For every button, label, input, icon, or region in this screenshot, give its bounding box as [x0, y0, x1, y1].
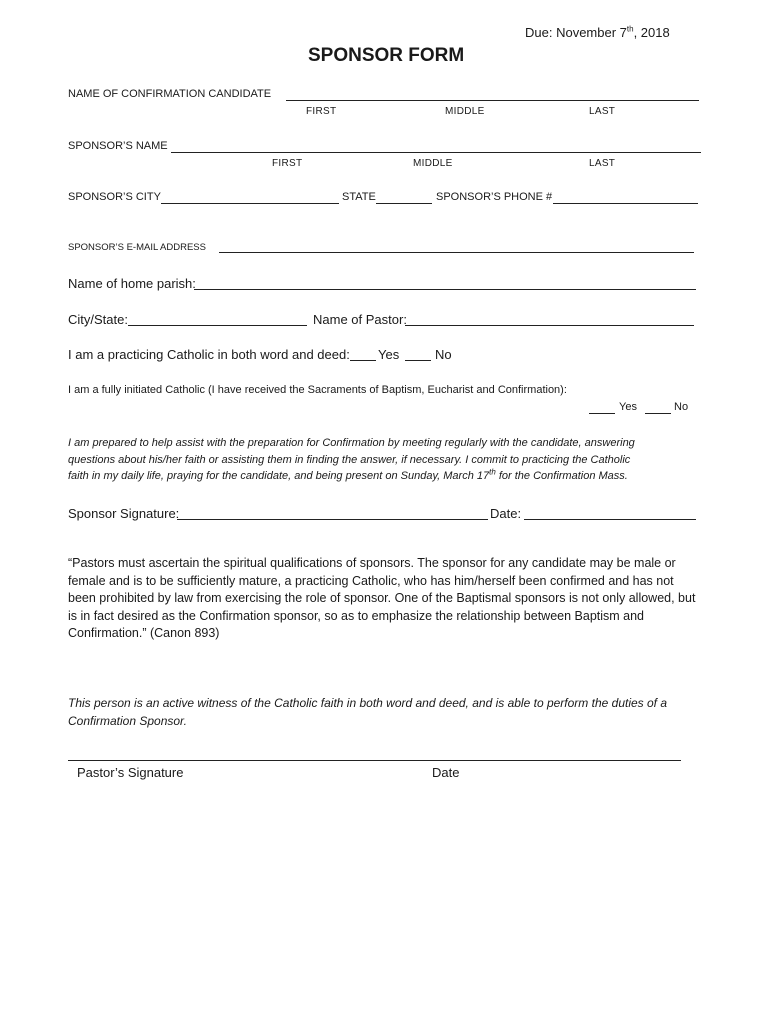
- due-date-sup: th: [626, 24, 634, 34]
- pastor-name-label: Name of Pastor:: [313, 312, 407, 327]
- home-parish-field[interactable]: [194, 289, 696, 290]
- home-parish-label: Name of home parish:: [68, 276, 196, 291]
- canon-quote: “Pastors must ascertain the spiritual qualifications of sponsors. The sponsor for any candidate may be male or female and is to be sufficiently mature, a practicing Catholic, who has him/herself been confirmed and has not been prohibited by law from exercising the role of sponsor. One of the Baptismal sponsors is not only allowed, but is in fact desired as the Confirmation sponsor, so as to emphasize the relationship between Baptism and Confirmation.” (Canon 893): [68, 556, 696, 640]
- candidate-first-label: FIRST: [306, 106, 337, 117]
- pastor-signature-field[interactable]: [68, 760, 681, 761]
- due-date-text: Due: November 7: [525, 25, 627, 40]
- parish-city-state-field[interactable]: [128, 325, 307, 326]
- sponsor-name-field[interactable]: [171, 152, 701, 153]
- due-date-year: , 2018: [633, 25, 670, 40]
- commitment-line-3: [68, 467, 628, 482]
- page-title: SPONSOR FORM: [308, 45, 465, 66]
- sponsor-state-field[interactable]: [376, 203, 432, 204]
- due-date: [525, 25, 670, 40]
- practicing-no-blank[interactable]: [405, 360, 431, 361]
- sponsor-last-label: LAST: [589, 158, 616, 169]
- practicing-no-label: No: [435, 347, 452, 362]
- sponsor-name-label: SPONSOR’S NAME: [68, 140, 168, 152]
- pastor-signature-label: Pastor’s Signature: [77, 765, 184, 780]
- commitment-line-3-sup: th: [489, 467, 496, 477]
- sponsor-city-label: SPONSOR’S CITY: [68, 191, 161, 203]
- candidate-middle-label: MIDDLE: [445, 106, 485, 117]
- commitment-line-2: questions about his/her faith or assisting them in finding the answer, if necessary. I commit to practicing the Catholic: [68, 454, 631, 466]
- sponsor-date-label: Date:: [490, 506, 522, 521]
- candidate-last-label: LAST: [589, 106, 616, 117]
- candidate-label: NAME OF CONFIRMATION CANDIDATE: [68, 88, 272, 100]
- initiated-yes-label: Yes: [619, 401, 637, 413]
- initiated-no-blank[interactable]: [645, 413, 671, 414]
- parish-city-state-label: City/State:: [68, 312, 128, 327]
- sponsor-phone-field[interactable]: [553, 203, 698, 204]
- sponsor-signature-label: Sponsor Signature:: [68, 506, 180, 521]
- commitment-line-3-text: faith in my daily life, praying for the candidate, and being present on Sunday, March 17: [68, 470, 490, 482]
- practicing-question: I am a practicing Catholic in both word and deed:: [68, 347, 350, 362]
- practicing-yes-label: Yes: [378, 347, 400, 362]
- pastor-name-field[interactable]: [405, 325, 694, 326]
- initiated-question: I am a fully initiated Catholic (I have received the Sacraments of Baptism, Eucharist and Confirmation):: [68, 384, 567, 396]
- sponsor-middle-label: MIDDLE: [413, 158, 453, 169]
- practicing-yes-blank[interactable]: [350, 360, 376, 361]
- sponsor-signature-field[interactable]: [177, 519, 488, 520]
- candidate-name-field[interactable]: [286, 100, 699, 101]
- initiated-yes-blank[interactable]: [589, 413, 615, 414]
- commitment-line-1: I am prepared to help assist with the preparation for Confirmation by meeting regularly with the candidate, answering: [68, 437, 635, 449]
- commitment-line-3-end: for the Confirmation Mass.: [495, 470, 628, 482]
- pastor-date-label: Date: [432, 765, 460, 780]
- sponsor-email-label: SPONSOR’S E-MAIL ADDRESS: [68, 242, 206, 253]
- sponsor-city-field[interactable]: [161, 203, 339, 204]
- sponsor-date-field[interactable]: [524, 519, 696, 520]
- sponsor-first-label: FIRST: [272, 158, 303, 169]
- sponsor-phone-label: SPONSOR’S PHONE #: [436, 191, 553, 203]
- sponsor-state-label: STATE: [342, 191, 376, 203]
- initiated-no-label: No: [674, 401, 689, 413]
- sponsor-email-field[interactable]: [219, 252, 694, 253]
- pastor-statement: This person is an active witness of the Catholic faith in both word and deed, and is able to perform the duties of a Confirmation Sponsor.: [68, 696, 668, 728]
